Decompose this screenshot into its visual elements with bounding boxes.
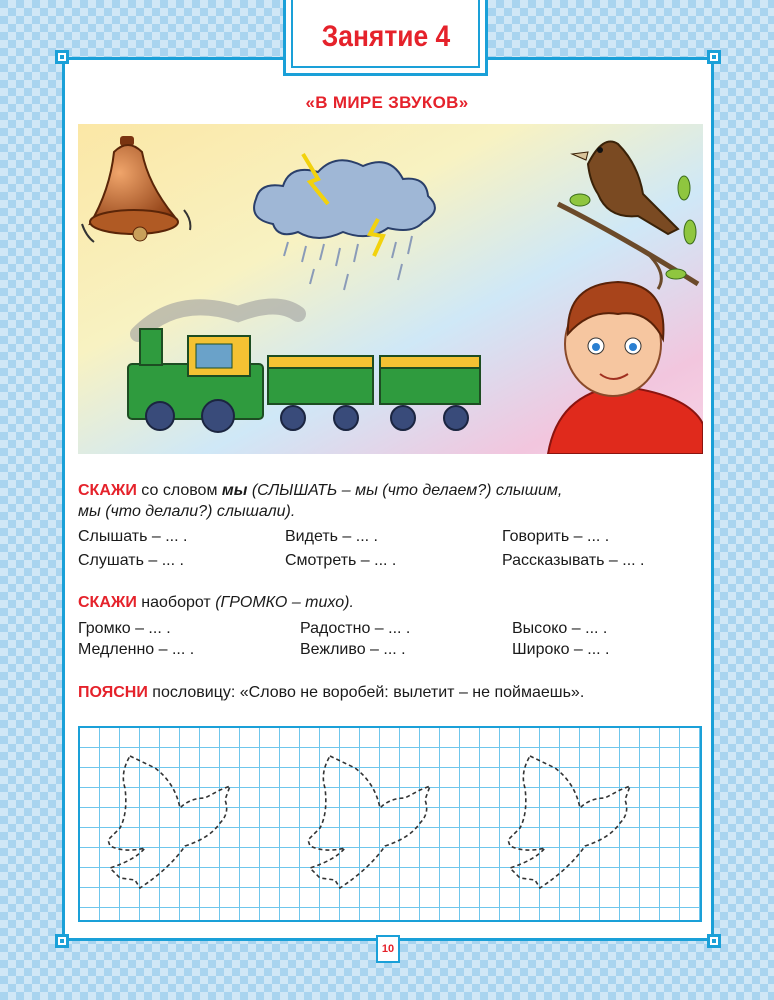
task-example: (СЛЫШАТЬ – мы (что делаем?) слышим, — [247, 482, 563, 499]
frame-corner — [707, 50, 721, 64]
word-item: Вежливо – ... . — [300, 641, 406, 658]
illustration — [78, 124, 703, 454]
title-box — [283, 0, 488, 76]
word-item: Широко – ... . — [512, 641, 610, 658]
frame-corner — [55, 934, 69, 948]
task-3-instruction — [78, 682, 584, 703]
task-keyword: СКАЖИ — [78, 594, 137, 611]
task-text: пословицу: «Слово не воробей: вылетит – не поймаешь». — [147, 684, 585, 701]
word-item: Говорить – ... . — [502, 528, 610, 545]
page-title: Занятие 4 — [321, 19, 450, 53]
word-item: Слушать – ... . — [78, 552, 184, 569]
page-subtitle: «В МИРЕ ЗВУКОВ» — [305, 93, 469, 112]
page-number: 10 — [376, 935, 400, 963]
word-item: Высоко – ... . — [512, 620, 608, 637]
task-example: (ГРОМКО – тихо). — [215, 594, 354, 611]
dove-outlines — [80, 728, 700, 920]
task-text: со словом — [136, 482, 222, 499]
task-2-instruction — [78, 592, 354, 613]
word-item: Видеть – ... . — [285, 528, 378, 545]
word-item: Рассказывать – ... . — [502, 552, 645, 569]
frame-corner — [707, 934, 721, 948]
dove-outline — [108, 756, 230, 888]
task-text: наоборот — [136, 594, 216, 611]
word-item: Смотреть – ... . — [285, 552, 397, 569]
task-keyword: ПОЯСНИ — [78, 684, 148, 701]
word-item: Медленно – ... . — [78, 641, 195, 658]
task-example-line2: мы (что делали?) слышали). — [78, 503, 296, 520]
task-1-instruction — [78, 480, 698, 522]
word-item: Слышать – ... . — [78, 528, 188, 545]
task-bold-word: мы — [221, 482, 248, 499]
word-item: Громко – ... . — [78, 620, 171, 637]
tracing-grid — [78, 726, 702, 922]
frame-corner — [55, 50, 69, 64]
word-item: Радостно – ... . — [300, 620, 411, 637]
task-keyword: СКАЖИ — [78, 482, 137, 499]
